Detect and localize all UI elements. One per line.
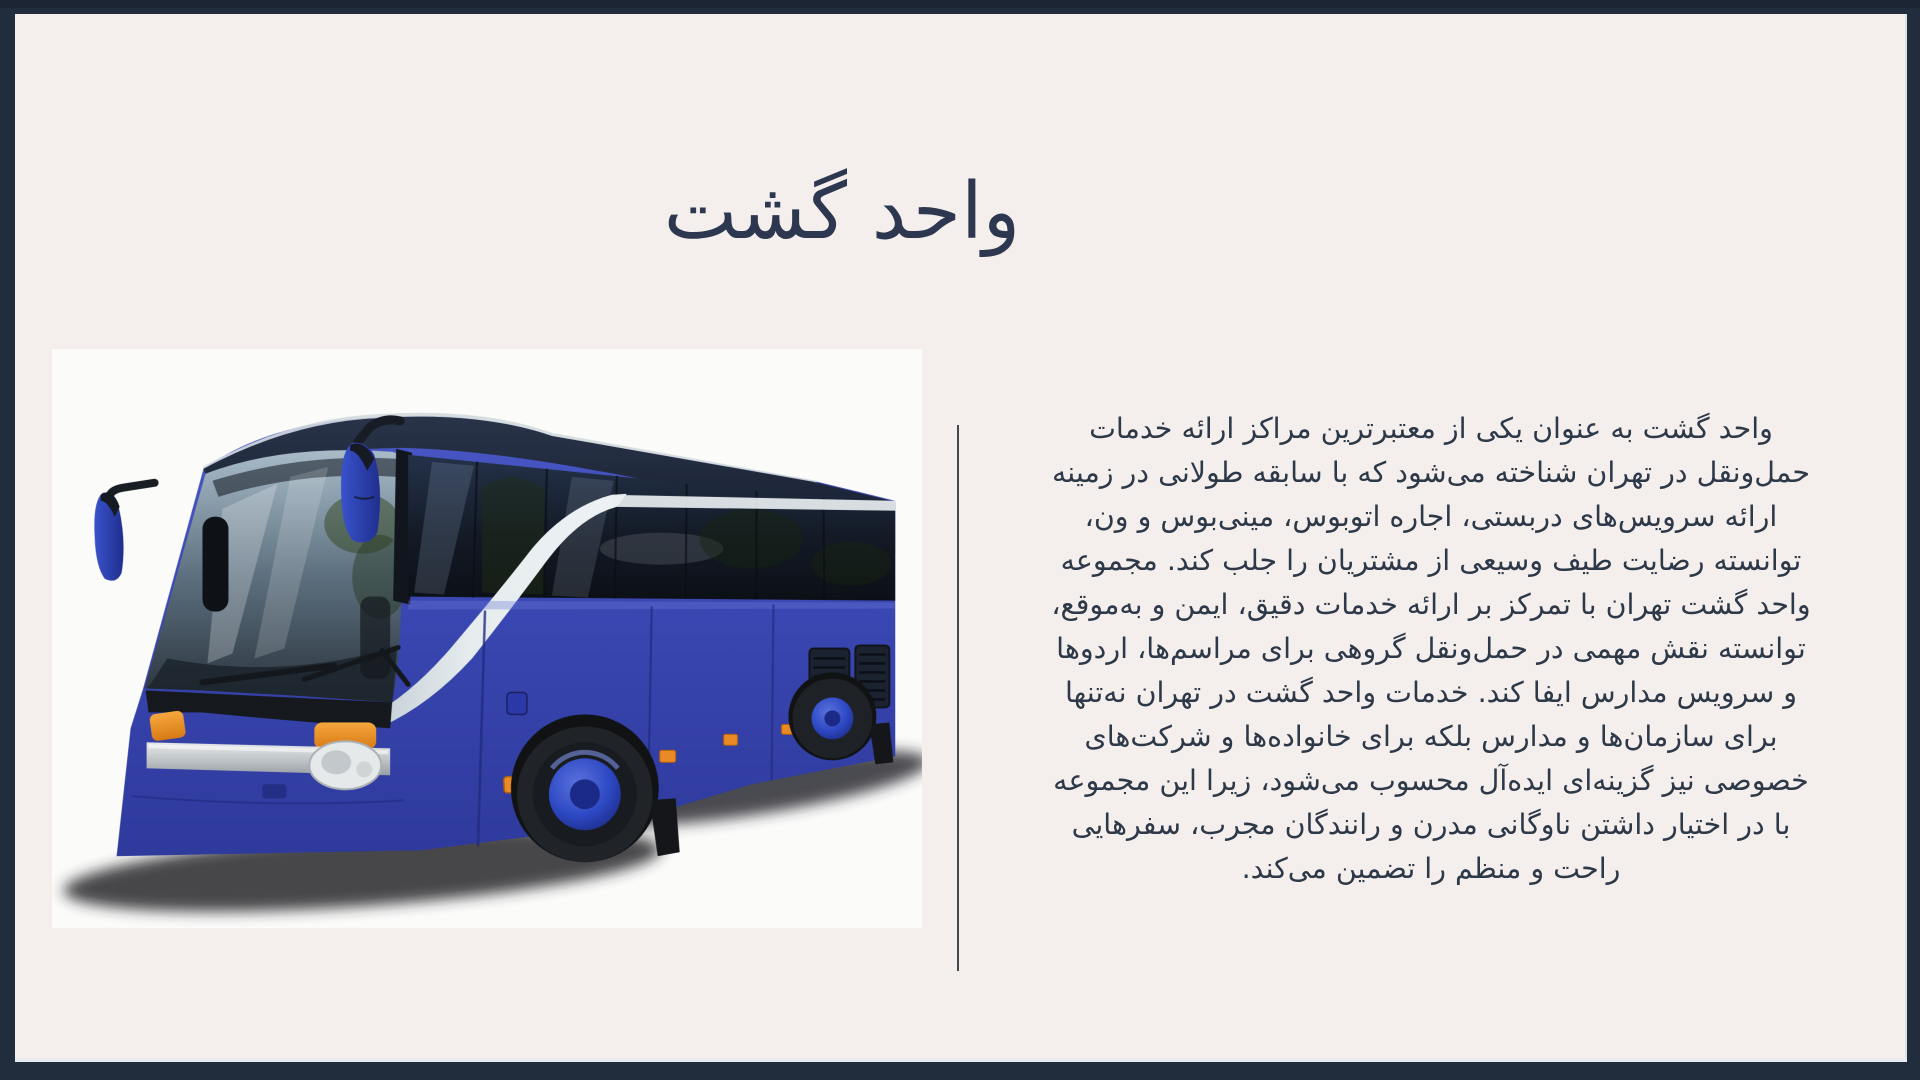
bus-illustration bbox=[52, 349, 922, 928]
vertical-divider bbox=[957, 425, 959, 971]
page-title: واحد گشت bbox=[663, 167, 1021, 257]
left-mirror bbox=[94, 483, 154, 581]
bus-image bbox=[52, 349, 922, 928]
slide bbox=[15, 14, 1907, 1058]
frame-top-band bbox=[0, 0, 1920, 8]
body-paragraph: واحد گشت به عنوان یکی از معتبرترین مراکز ارائه خدمات حمل‌ونقل در تهران شناخته می‌شود که با سابقه طولانی در زمینه ارائه سرویس‌های دربستی، اجاره اتوبوس، مینی‌بوس و ون، توانسته رضایت طیف وسیعی از مشتریان را جلب کند. مجموعه واحد گشت تهران با تمرکز بر ارائه خدمات دقیق، ایمن و به‌موقع، توانسته نقش مهمی در حمل‌ونقل گروهی برای مراسم‌ها، اردوها و سرویس مدارس ایفا کند. خدمات واحد گشت در تهران نه‌تنها برای سازمان‌ها و مدارس بلکه برای خانواده‌ها و شرکت‌های خصوصی نیز گزینه‌ای ایده‌آل محسوب می‌شود، زیرا این مجموعه با در اختیار داشتن ناوگانی مدرن و رانندگان مجرب، سفرهایی راحت و منظم را تضمین می‌کند. bbox=[1051, 411, 1811, 885]
